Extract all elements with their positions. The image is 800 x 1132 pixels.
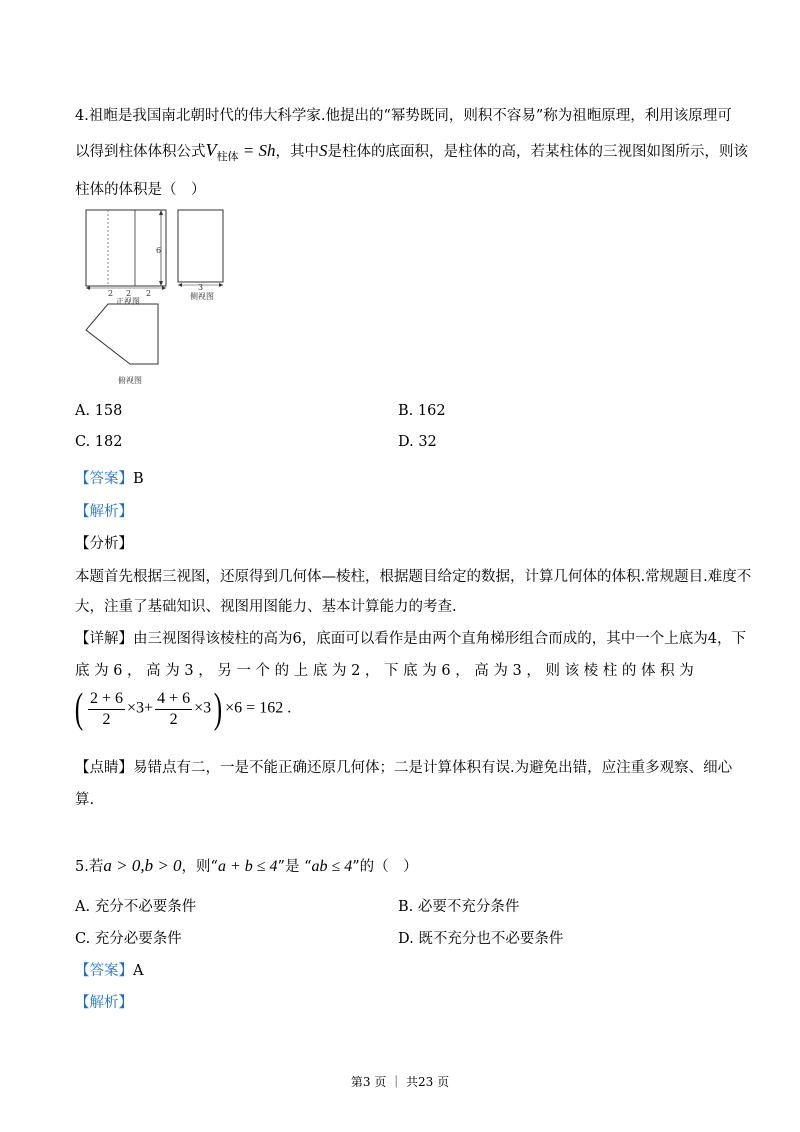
q4-stem-line2-pre: 以得到柱体体积公式 [75,144,206,160]
q5-answer-value: A [133,963,144,979]
q4-option-a: A. 158 [75,403,123,419]
right-paren: ) [213,686,223,732]
dim-a: 2 [108,289,114,298]
q4-dianjing [75,756,732,777]
q5-option-d: D. 既不充分也不必要条件 [398,931,564,947]
q4-dianjing-line2: 算. [75,792,95,808]
top-view [86,304,158,364]
front-caption: 正视图 [116,297,140,306]
top-caption: 俯视图 [118,376,142,385]
q5-p: a + b ≤ 4 [217,858,278,875]
frac2-num: 4 + 6 [155,689,192,710]
frac1 [88,689,125,730]
q4-stem-line3: 柱体的体积是（ ） [75,182,206,198]
q5-option-b: B. 必要不充分条件 [398,899,520,915]
q4-fenxi-line2: 大，注重了基础知识、视图用图能力、基本计算能力的考查. [75,599,457,615]
formula-v: V [205,140,217,160]
q5-post: ”的（ ） [352,859,418,875]
q4-option-d: D. 32 [398,434,437,450]
side-caption: 侧视图 [190,292,214,301]
front-view [86,210,166,290]
q4-calculation [72,688,291,730]
frac2-den: 2 [169,710,178,728]
q4-dianjing-line1: 易错点有二，一是不能正确还原几何体；二是计算体积有误.为避免出错，应注重多观察、细心 [133,760,733,776]
dim-c: 2 [146,289,152,298]
dim-b: 2 [126,289,132,298]
q5-option-c: C. 充分必要条件 [75,931,182,947]
q4-xiangjie-line1: 由三视图得该棱柱的高为6，底面可以看作是由两个直角梯形组合而成的，其中一个上底为4，下 [133,631,746,647]
q4-fenxi-line1: 本题首先根据三视图，还原得到几何体—棱柱，根据题目给定的数据，计算几何体的体积.常规题目.难度不 [75,569,752,585]
formula-rhs: = Sh [238,141,276,160]
calc-mid2: ×3 [194,699,212,717]
q5-q: ab ≤ 4 [311,858,353,875]
q4-xiangjie-line2: 底 为 6 ， 高 为 3 ， 另 一 个 的 上 底 为 2 ， 下 底 为 6 ， 高 为 3 ， 则 该 棱 柱 的 体 积 为 [75,663,694,679]
calc-mid1: ×3+ [127,699,154,717]
left-paren: ( [74,686,84,732]
q5-mid2: ”是 “ [277,859,312,875]
q4-xiangjie [75,627,746,648]
q5-answer [75,959,143,980]
q4-stem-line2-post: 是柱体的底面积，是柱体的高，若某柱体的三视图如图所示，则该 [327,144,748,160]
q5-pre: 5.若 [75,859,104,875]
q5-answer-tag: 【答案】 [75,963,133,979]
q4-jiexi-tag: 【解析】 [75,504,133,520]
q5-option-a: A. 充分不必要条件 [75,899,197,915]
three-view-figure [78,204,258,386]
q5-stem [75,855,418,876]
page-footer: 第3 页 ｜ 共23 页 [350,1075,450,1089]
frac2 [155,689,192,730]
q4-xiangjie-tag: 【详解】 [75,631,133,647]
q4-option-b: B. 162 [398,403,446,419]
q4-stem-line2 [75,140,748,164]
q4-stem-line2-mid: ，其中 [275,144,319,160]
calc-tail: ×6 = 162 . [225,699,292,717]
q4-dianjing-tag: 【点睛】 [75,760,133,776]
q4-answer-tag: 【答案】 [75,471,133,487]
formula-sub: 柱体 [216,150,239,163]
q4-answer [75,467,144,488]
q4-answer-value: B [133,471,144,487]
q4-option-c: C. 182 [75,434,123,450]
frac1-num: 2 + 6 [88,689,125,710]
dim-s: 3 [198,283,204,292]
var-s: S [318,141,328,160]
dim-h: 6 [156,246,162,255]
frac1-den: 2 [102,710,111,728]
q5-mid1: ，则“ [181,859,218,875]
q5-jiexi-tag: 【解析】 [75,995,133,1011]
q4-fenxi-tag: 【分析】 [75,536,133,552]
side-view [178,210,223,287]
q4-stem-line1: 4.祖暅是我国南北朝时代的伟大科学家.他提出的“幂势既同，则积不容易”称为祖暅原理，利用该原理可 [75,108,732,124]
q5-condition: a > 0,b > 0 [103,856,182,875]
